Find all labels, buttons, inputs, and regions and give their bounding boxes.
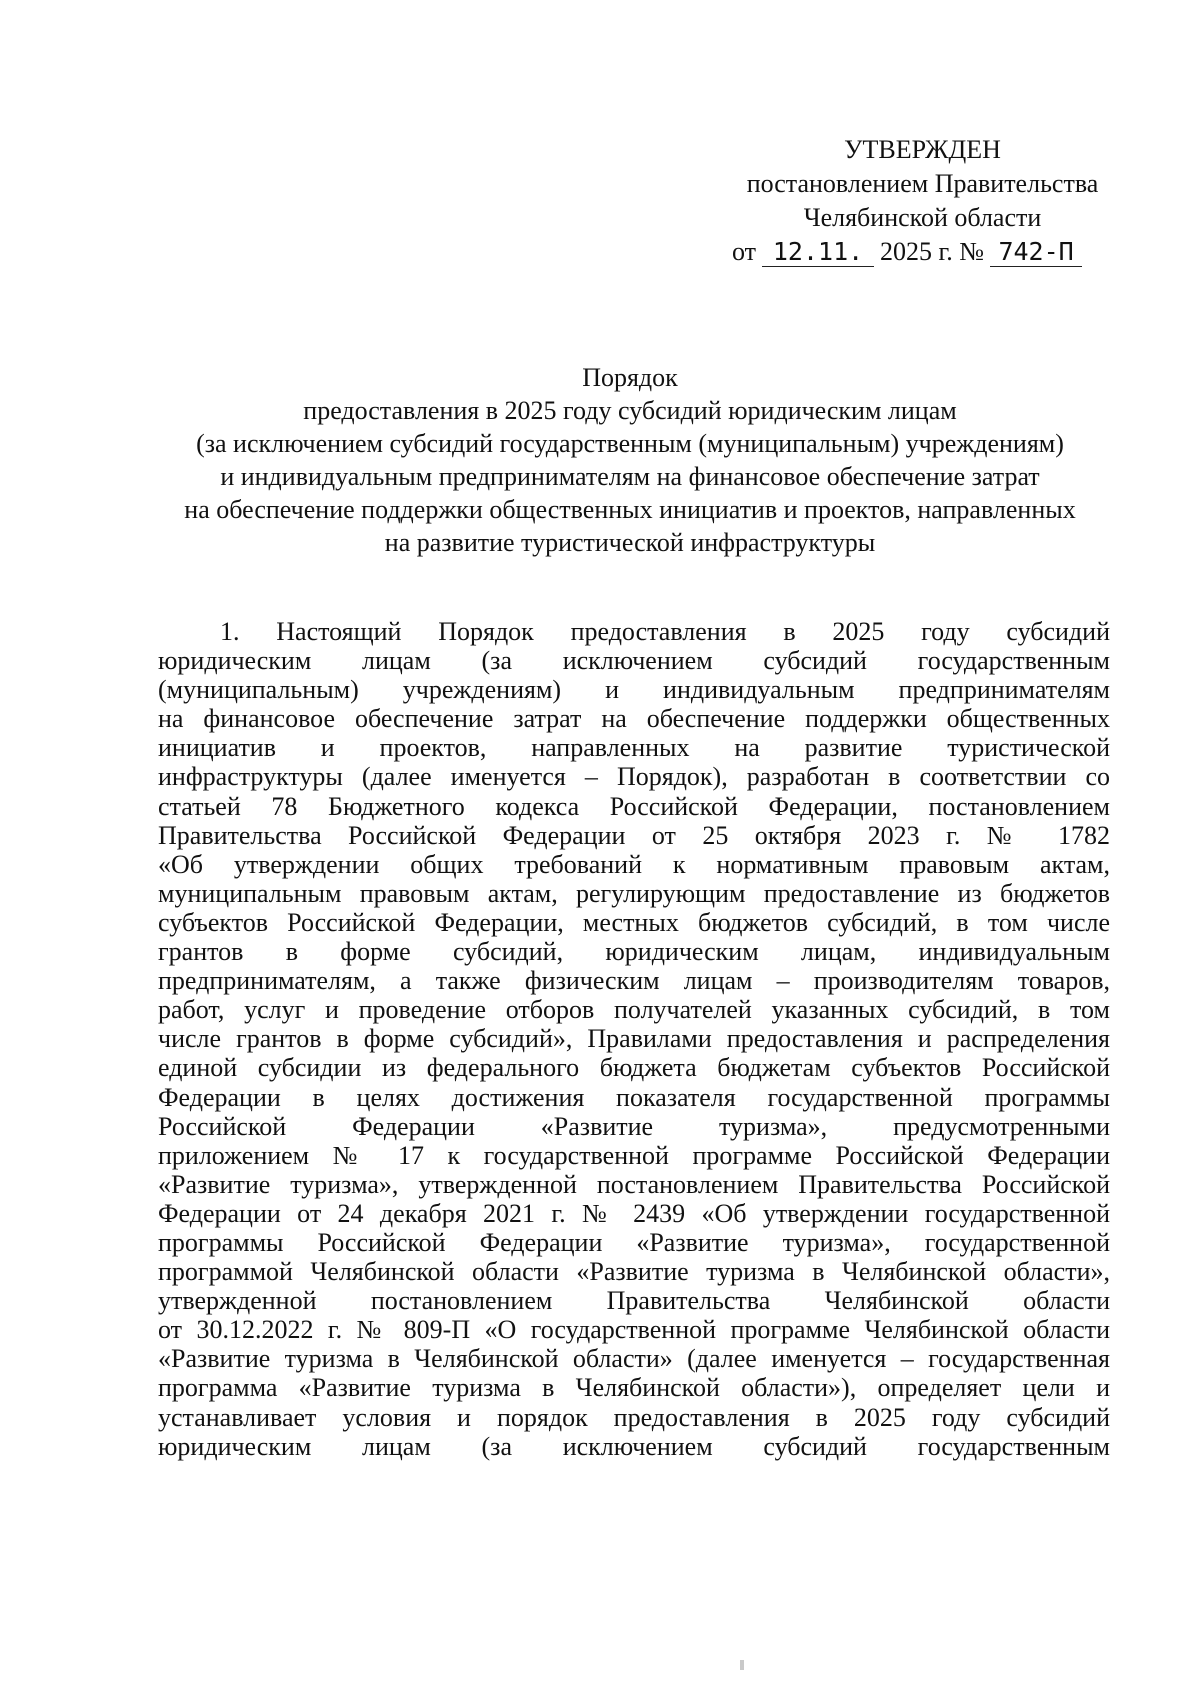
body-line: программы Российской Федерации «Развитие туризма», государственной [158,1227,1110,1257]
body-line: Правительства Российской Федерации от 25 октября 2023 г. № 1782 [158,820,1110,850]
approval-line-1: постановлением Правительства [746,169,1099,198]
document-title [150,361,1110,559]
title-line: Порядок [582,363,678,392]
body-line: юридическим лицам (за исключением субсидий государственным [158,1431,1110,1461]
title-line: предоставления в 2025 году субсидий юридическим лицам [303,396,957,425]
body-line: «Развитие туризма», утвержденной постановлением Правительства Российской [158,1169,1110,1199]
title-line: на обеспечение поддержки общественных инициатив и проектов, направленных [184,495,1076,524]
title-line: и индивидуальным предпринимателям на финансовое обеспечение затрат [220,462,1040,491]
body-line: инициатив и проектов, направленных на развитие туристической [158,733,1110,763]
body-line: 1. Настоящий Порядок предоставления в 2025 году субсидий [220,617,1110,646]
body-line: Российской Федерации «Развитие туризма», предусмотренными [158,1111,1110,1141]
body-line: инфраструктуры (далее именуется – Порядок), разработан в соответствии со [158,762,1110,792]
approval-prefix: от [732,237,757,266]
approval-line-2: Челябинской области [803,203,1042,232]
body-line: единой субсидии из федерального бюджета бюджетам субъектов Российской [158,1053,1110,1083]
body-line: статьей 78 Бюджетного кодекса Российской Федерации, постановлением [158,791,1110,821]
body-line: «Об утверждении общих требований к нормативным правовым актам, [158,849,1110,879]
body-paragraph [158,617,1110,1461]
approval-date-line [730,235,1115,269]
title-line: (за исключением субсидий государственным (муниципальным) учреждениям) [196,429,1064,458]
body-line: программа «Развитие туризма в Челябинской области»), определяет цели и [158,1373,1110,1403]
body-line: от 30.12.2022 г. № 809-П «О государственной программе Челябинской области [158,1315,1110,1345]
approval-year: 2025 г. № [880,237,985,266]
approval-stamp-block [730,133,1115,269]
approval-number: 742-П [990,238,1082,267]
body-line: «Развитие туризма в Челябинской области» (далее именуется – государственная [158,1344,1110,1374]
body-line: муниципальным правовым актам, регулирующим предоставление из бюджетов [158,878,1110,908]
body-line: на финансовое обеспечение затрат на обеспечение поддержки общественных [158,704,1110,734]
body-line: (муниципальным) учреждениям) и индивидуальным предпринимателям [158,675,1110,705]
title-line: на развитие туристической инфраструктуры [384,528,876,557]
approval-heading: УТВЕРЖДЕН [844,135,1001,164]
body-line: приложением № 17 к государственной программе Российской Федерации [158,1140,1110,1170]
body-line: программой Челябинской области «Развитие туризма в Челябинской области», [158,1257,1110,1287]
body-line: предпринимателям, а также физическим лицам – производителям товаров, [158,966,1110,996]
approval-date: 12.11. [762,238,874,267]
body-line: работ, услуг и проведение отборов получателей указанных субсидий, в том [158,995,1110,1025]
body-line: Федерации в целях достижения показателя государственной программы [158,1082,1110,1112]
scan-artifact [740,1660,744,1670]
body-line: субъектов Российской Федерации, местных бюджетов субсидий, в том числе [158,907,1110,937]
body-line: Федерации от 24 декабря 2021 г. № 2439 «Об утверждении государственной [158,1198,1110,1228]
body-line: грантов в форме субсидий, юридическим лицам, индивидуальным [158,937,1110,967]
body-line: утвержденной постановлением Правительства Челябинской области [158,1286,1110,1316]
body-line: числе грантов в форме субсидий», Правилами предоставления и распределения [158,1024,1110,1054]
body-line: юридическим лицам (за исключением субсидий государственным [158,646,1110,676]
body-line: устанавливает условия и порядок предоставления в 2025 году субсидий [158,1402,1110,1432]
